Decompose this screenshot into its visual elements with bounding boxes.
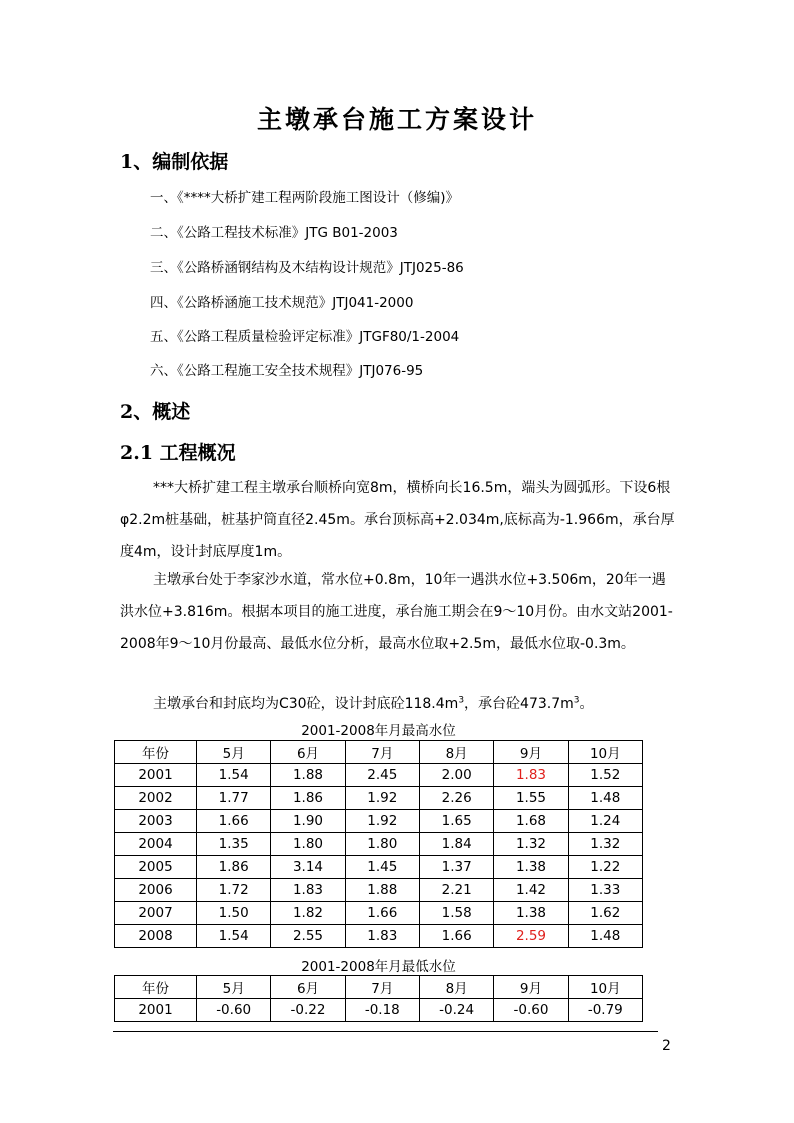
table-low-water-level [114,975,643,1022]
table-cell: 1.84 [419,833,493,856]
table-cell: 2.59 [494,925,568,948]
table-cell: 2008 [115,925,197,948]
table-row [115,999,643,1022]
table-cell: 1.55 [494,787,568,810]
reference-item: 二、《公路工程技术标准》JTG B01-2003 [150,225,398,241]
reference-item: 六、《公路工程施工安全技术规程》JTJ076-95 [150,363,424,379]
table-cell: 1.48 [568,787,642,810]
table-row [115,810,643,833]
table-cell: 1.90 [271,810,345,833]
table-cell: 1.38 [494,856,568,879]
table-header-cell: 6月 [271,976,345,999]
table-caption-high: 2001-2008年月最高水位 [301,723,456,739]
table-header-cell: 10月 [568,976,642,999]
paragraph-text: 。 [579,696,594,712]
table-cell: 1.86 [197,856,271,879]
table-cell: 1.88 [345,879,419,902]
subsection-heading-project: 2.1 工程概况 [120,442,236,464]
table-cell: 2004 [115,833,197,856]
table-cell: 1.82 [271,902,345,925]
paragraph-text: 主墩承台和封底均为C30砼，设计封底砼118.4m [153,696,459,712]
section-heading-basis: 1、编制依据 [120,151,229,173]
reference-item: 四、《公路桥涵施工技术规范》JTJ041-2000 [150,295,414,311]
table-row [115,764,643,787]
table-cell: 1.72 [197,879,271,902]
table-cell: 3.14 [271,856,345,879]
table-cell: 1.66 [345,902,419,925]
paragraph-text: 主墩承台处于李家沙水道，常水位+0.8m，10年一遇洪水位+3.506m，20年一遇洪水位+3.816m。根据本项目的施工进度，承台施工期会在9～10月份。由水文站2001-2008年9～10月份最高、最低水位分析，最高水位取+2.5m，最低水位取-0.3m。 [120,572,673,652]
document-title: 主墩承台施工方案设计 [256,105,537,134]
table-cell: 1.66 [197,810,271,833]
footer-divider [113,1031,658,1032]
table-cell: 2.55 [271,925,345,948]
table-cell: 2.26 [419,787,493,810]
table-cell: -0.79 [568,999,642,1022]
table-cell: 1.50 [197,902,271,925]
table-header-cell: 6月 [271,741,345,764]
table-header-cell: 9月 [494,976,568,999]
superscript: 3 [573,695,580,706]
table-cell: 1.80 [345,833,419,856]
table-cell: 1.88 [271,764,345,787]
paragraph-water-level [120,564,676,660]
table-caption-low: 2001-2008年月最低水位 [301,959,456,975]
table-row [115,787,643,810]
table-row [115,833,643,856]
table-header-cell: 5月 [197,976,271,999]
table-cell: 2.21 [419,879,493,902]
table-cell: 1.35 [197,833,271,856]
table-cell: 2.45 [345,764,419,787]
paragraph-text: ***大桥扩建工程主墩承台顺桥向宽8m，横桥向长16.5m，端头为圆弧形。下设6根φ2.2m桩基础，桩基护筒直径2.45m。承台顶标高+2.034m,底标高为-1.966m，承台厚度4m，设计封底厚度1m。 [120,480,675,560]
table-cell: 1.33 [568,879,642,902]
table-cell: -0.60 [197,999,271,1022]
table-high-water-level [114,740,643,948]
table-cell: 2001 [115,999,197,1022]
table-header-cell: 年份 [115,741,197,764]
table-cell: 1.22 [568,856,642,879]
table-cell: 1.54 [197,925,271,948]
table-cell: 1.68 [494,810,568,833]
table-cell: 2002 [115,787,197,810]
table-cell: 1.32 [494,833,568,856]
table-header-cell: 年份 [115,976,197,999]
page-number: 2 [662,1038,671,1054]
table-cell: 1.86 [271,787,345,810]
table-header-cell: 5月 [197,741,271,764]
table-cell: 1.92 [345,787,419,810]
table-cell: -0.60 [494,999,568,1022]
table-cell: 2001 [115,764,197,787]
paragraph-concrete [120,693,594,713]
table-cell: 1.83 [345,925,419,948]
paragraph-project-description [120,472,676,568]
table-cell: 1.32 [568,833,642,856]
table-cell: 1.24 [568,810,642,833]
reference-item: 五、《公路工程质量检验评定标准》JTGF80/1-2004 [150,329,460,345]
table-header-cell: 7月 [345,741,419,764]
table-cell: -0.24 [419,999,493,1022]
table-cell: 1.58 [419,902,493,925]
table-row [115,925,643,948]
table-cell: 1.92 [345,810,419,833]
table-cell: 1.54 [197,764,271,787]
table-header-cell: 9月 [494,741,568,764]
table-row [115,902,643,925]
superscript: 3 [458,695,465,706]
table-cell: 1.83 [271,879,345,902]
table-cell: 1.38 [494,902,568,925]
table-header-cell: 10月 [568,741,642,764]
table-cell: 2005 [115,856,197,879]
table-header-row [115,741,643,764]
reference-item: 一、《****大桥扩建工程两阶段施工图设计（修编)》 [150,190,460,206]
table-cell: 1.42 [494,879,568,902]
table-cell: 2003 [115,810,197,833]
table-header-cell: 8月 [419,741,493,764]
table-cell: -0.18 [345,999,419,1022]
table-cell: 1.77 [197,787,271,810]
section-heading-overview: 2、概述 [120,401,191,423]
table-cell: 1.83 [494,764,568,787]
table-cell: 2.00 [419,764,493,787]
table-row [115,856,643,879]
table-row [115,879,643,902]
table-cell: 2007 [115,902,197,925]
table-cell: 1.65 [419,810,493,833]
table-cell: -0.22 [271,999,345,1022]
table-header-cell: 7月 [345,976,419,999]
table-cell: 1.52 [568,764,642,787]
table-cell: 1.48 [568,925,642,948]
table-cell: 1.62 [568,902,642,925]
table-cell: 1.37 [419,856,493,879]
table-cell: 1.66 [419,925,493,948]
paragraph-text: ，承台砼473.7m [464,696,574,712]
table-cell: 1.45 [345,856,419,879]
table-cell: 2006 [115,879,197,902]
table-header-row [115,976,643,999]
reference-item: 三、《公路桥涵钢结构及木结构设计规范》JTJ025-86 [150,260,464,276]
table-cell: 1.80 [271,833,345,856]
table-header-cell: 8月 [419,976,493,999]
